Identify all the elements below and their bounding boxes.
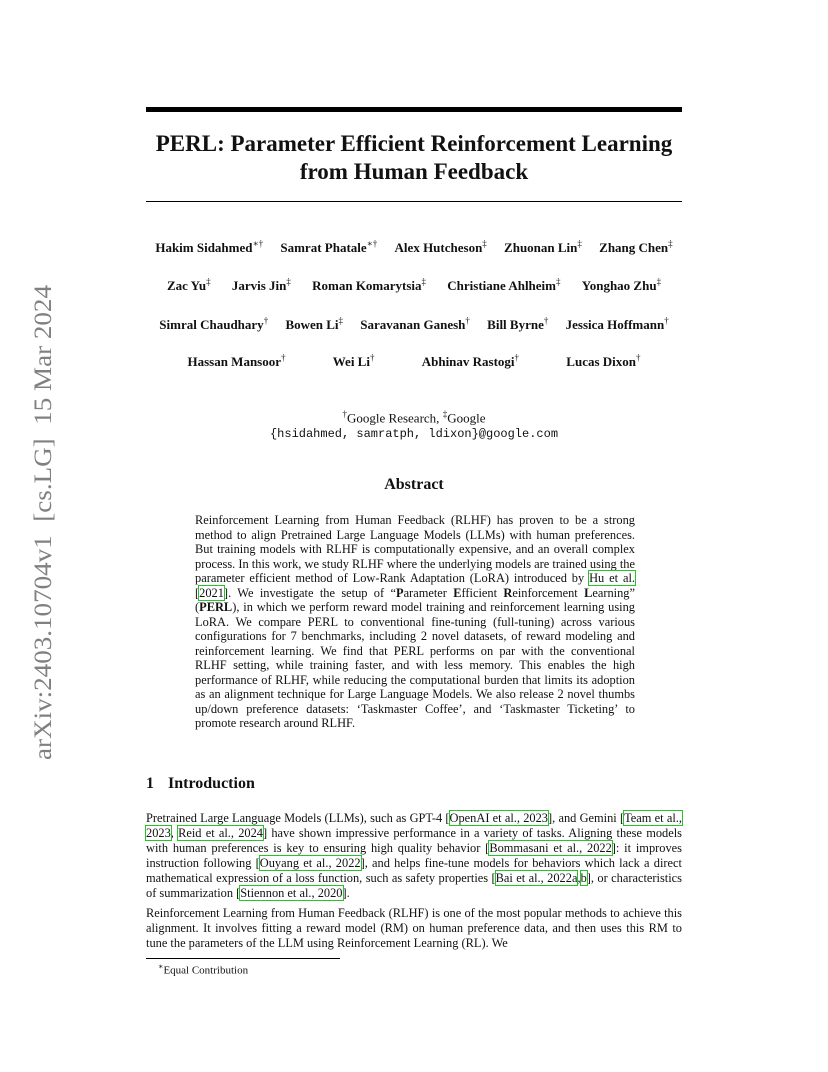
author: Jarvis Jin‡ [231,277,291,294]
citation-link[interactable]: Stiennon et al., 2020 [240,886,343,900]
author: Zac Yu‡ [166,277,211,294]
author: Bill Byrne† [487,316,549,333]
citation-link[interactable]: Hu et al. [589,571,635,585]
author-row-4 [146,353,682,370]
title-top-rule [146,107,682,112]
abstract-heading: Abstract [384,476,444,493]
section-heading: 1 Introduction [146,775,255,792]
citation-link[interactable]: Bai et al., 2022a [495,871,578,885]
arxiv-stamp [18,285,62,760]
author: Roman Komarytsia‡ [312,277,427,294]
author: Simral Chaudhary† [159,316,269,333]
intro-paragraph-1: Pretrained Large Language Models (LLMs), such as GPT-4 [OpenAI et al., 2023], and Gemini [Team et al., 2023, Reid et al., 2024] have shown impressive performance in a variety of tasks. Aligning these models with human preferences is key to ensuring high quality behavior [Bommasani et al., 2022]: it improves instruction following [Ouyang et al., 2022], and helps fine-tune models for behaviors which lack a direct mathematical expression of a loss function, such as safety properties [Bai et al., 2022a,b], or characteristics of summarization [Stiennon et al., 2020]. [146,811,682,900]
footnote: ∗Equal Contribution [158,962,249,977]
author: Alex Hutcheson‡ [394,239,487,256]
arxiv-stamp-text: arXiv:2403.10704v1 [cs.LG] 15 Mar 2024 [30,321,57,760]
author: Zhang Chen‡ [599,239,673,256]
author: Wei Li† [332,353,375,370]
author: Lucas Dixon† [566,353,641,370]
citation-link[interactable]: Team et al., 2023 [146,811,682,840]
affiliation-line: †Google Research, ‡Google [342,409,486,426]
author-row-2 [146,277,682,294]
author: Yonghao Zhu‡ [581,277,662,294]
citation-link[interactable]: Ouyang et al., 2022 [259,856,361,870]
intro-paragraph-2: Reinforcement Learning from Human Feedback (RLHF) is one of the most popular methods to achieve this alignment. It involves fitting a reward model (RM) on human preference data, and then uses this RM to tune the parameters of the LLM using Reinforcement Learning (RL). We [146,906,682,950]
author: Bowen Li‡ [285,316,344,333]
author: Zhuonan Lin‡ [504,239,582,256]
footnote-rule [146,958,340,959]
paper-title: PERL: Parameter Efficient Reinforcement Learning from Human Feedback [155,131,673,184]
citation-link[interactable]: Bommasani et al., 2022 [489,841,612,855]
author: Hakim Sidahmed∗† [155,239,264,256]
author-emails: {hsidahmed, samratph, ldixon}@google.com [269,427,559,442]
citation-link[interactable]: 2021 [199,585,224,600]
abstract-body: Reinforcement Learning from Human Feedback (RLHF) has proven to be a strong method to align Pretrained Large Language Models (LLMs) with human preferences. But training models with RLHF is computationally expensive, and an overall complex process. In this work, we study RLHF where the underlying models are trained using the parameter efficient method of Low-Rank Adaptation (LoRA) introduced by Hu et al. [2021]. We investigate the setup of “Parameter Efficient Reinforcement Learning” (PERL), in which we perform reward model training and reinforcement learning using LoRA. We compare PERL to conventional fine-tuning (full-tuning) across various configurations for 7 benchmarks, including 2 novel datasets, of reward modeling and reinforcement learning. We find that PERL performs on par with the conventional RLHF setting, while training faster, and with less memory. This enables the high performance of RLHF, while reducing the computational burden that limits its adoption as an alignment technique for Large Language Models. We also release 2 novel thumbs up/down preference datasets: ‘Taskmaster Coffee’, and ‘Taskmaster Ticketing’ to promote research around RLHF. [195,513,635,730]
citation-link[interactable]: OpenAI et al., 2023 [449,811,548,825]
citation-link[interactable]: b [580,871,587,885]
citation-link[interactable]: Reid et al., 2024 [178,826,263,840]
author: Samrat Phatale∗† [280,239,378,256]
author: Saravanan Ganesh† [360,316,470,333]
author-row-1 [146,239,682,256]
author-row-3 [146,316,682,333]
author: Abhinav Rastogi† [421,353,520,370]
author: Christiane Ahlheim‡ [447,277,561,294]
title-bottom-rule [146,201,682,202]
author: Jessica Hoffmann† [565,316,669,333]
affiliations [146,406,682,443]
author: Hassan Mansoor† [187,353,286,370]
